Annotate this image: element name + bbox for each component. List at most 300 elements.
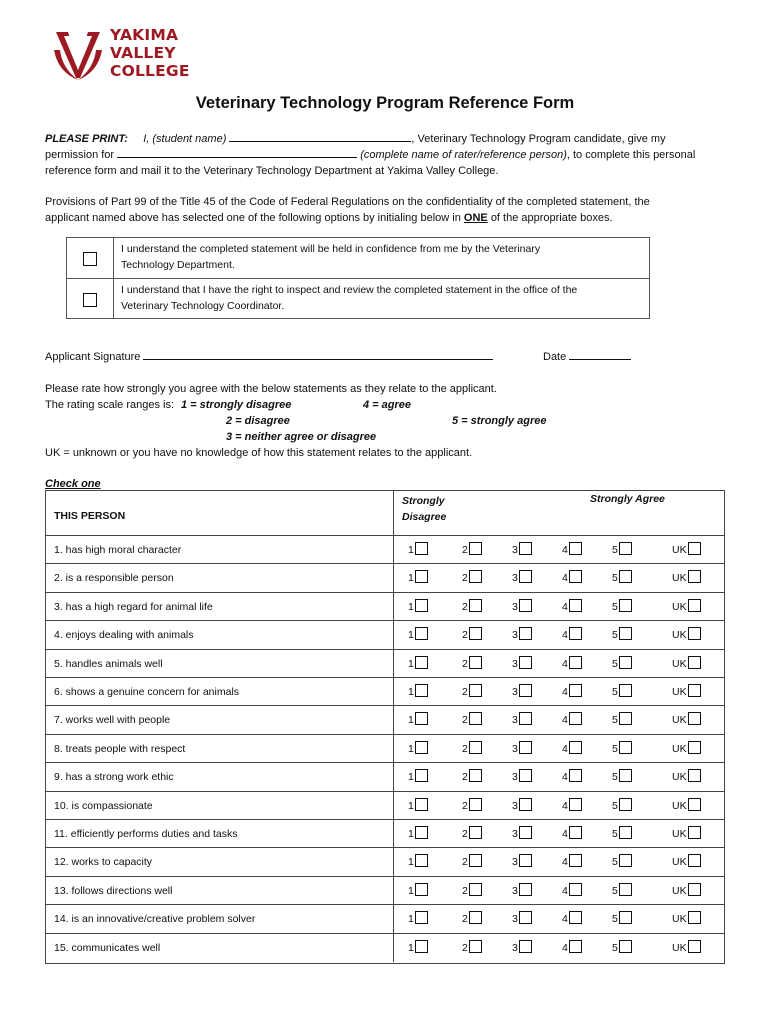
- column-divider: [393, 593, 394, 621]
- rating-checkbox[interactable]: [619, 542, 632, 555]
- rating-option[interactable]: [562, 656, 582, 671]
- rating-option[interactable]: [512, 542, 532, 557]
- rating-option[interactable]: [612, 684, 632, 699]
- please-print-label: PLEASE PRINT:: [45, 133, 128, 145]
- rating-option[interactable]: [408, 599, 428, 614]
- rating-option[interactable]: [462, 883, 482, 898]
- date-label: Date: [543, 351, 567, 363]
- table-row: [46, 904, 724, 933]
- rating-option[interactable]: [462, 542, 482, 557]
- rating-option[interactable]: [612, 741, 632, 756]
- rating-option[interactable]: [562, 826, 582, 841]
- rating-checkbox[interactable]: [469, 826, 482, 839]
- date-field[interactable]: [569, 349, 631, 360]
- rating-checkbox[interactable]: [569, 627, 582, 640]
- option-text: [121, 241, 641, 273]
- rating-value: 3: [512, 544, 518, 556]
- rating-checkbox[interactable]: [569, 798, 582, 811]
- rating-checkbox[interactable]: [469, 656, 482, 669]
- rating-option[interactable]: [462, 570, 482, 585]
- rating-checkbox[interactable]: [619, 627, 632, 640]
- rating-value: 2: [462, 714, 468, 727]
- rating-option[interactable]: [408, 570, 428, 585]
- rating-option[interactable]: [408, 826, 428, 841]
- rating-checkbox[interactable]: [619, 883, 632, 896]
- rating-value: 5: [612, 714, 618, 727]
- rating-checkbox[interactable]: [519, 570, 532, 583]
- rater-name-field[interactable]: [117, 147, 357, 158]
- rating-value: 3: [512, 629, 518, 642]
- rating-option[interactable]: [462, 911, 482, 926]
- signature-label: Applicant Signature: [45, 351, 141, 363]
- table-row: [46, 791, 724, 820]
- rating-value: 1: [408, 742, 414, 755]
- rating-value: 5: [612, 572, 618, 585]
- rating-checkbox[interactable]: [415, 911, 428, 924]
- rating-value: 3: [512, 856, 518, 869]
- rating-option[interactable]: [408, 798, 428, 813]
- rating-value: 2: [462, 884, 468, 897]
- ranges-label: The rating scale ranges is:: [45, 399, 175, 411]
- rating-value: 1: [408, 856, 414, 869]
- rating-option[interactable]: [562, 570, 582, 585]
- rating-option[interactable]: [408, 854, 428, 869]
- rating-option[interactable]: [462, 656, 482, 671]
- column-divider: [393, 735, 394, 763]
- rating-option[interactable]: [672, 741, 701, 756]
- rating-option[interactable]: [612, 599, 632, 614]
- rating-option[interactable]: [612, 712, 632, 727]
- rating-checkbox[interactable]: [519, 599, 532, 612]
- rating-value: 5: [612, 884, 618, 897]
- rating-option[interactable]: [512, 911, 532, 926]
- rating-checkbox[interactable]: [469, 741, 482, 754]
- rating-option[interactable]: [408, 769, 428, 784]
- rating-option[interactable]: [672, 627, 701, 642]
- rating-value: 2: [462, 686, 468, 698]
- rating-value: 4: [562, 572, 568, 585]
- rating-checkbox[interactable]: [469, 769, 482, 782]
- rating-checkbox[interactable]: [688, 883, 701, 896]
- column-divider: [393, 706, 394, 734]
- rating-checkbox[interactable]: [519, 911, 532, 924]
- rating-checkbox[interactable]: [688, 911, 701, 924]
- column-divider: [393, 564, 394, 592]
- rating-option[interactable]: [562, 599, 582, 614]
- rating-value: 4: [562, 828, 568, 840]
- statement-label: 1. has high moral character: [54, 544, 182, 556]
- rating-value: 1: [408, 941, 414, 954]
- scale-3: 3 = neither agree or disagree: [226, 431, 377, 443]
- rating-checkbox[interactable]: [415, 712, 428, 725]
- rating-checkbox[interactable]: [619, 798, 632, 811]
- rating-checkbox[interactable]: [619, 684, 632, 697]
- rating-option[interactable]: [408, 712, 428, 727]
- statement-label: 8. treats people with respect: [54, 742, 186, 755]
- rating-option[interactable]: [512, 798, 532, 813]
- rating-checkbox[interactable]: [569, 599, 582, 612]
- rating-checkbox[interactable]: [469, 883, 482, 896]
- scale-5: 5 = strongly agree: [452, 415, 547, 427]
- rating-checkbox[interactable]: [688, 599, 701, 612]
- rating-checkbox[interactable]: [619, 570, 632, 583]
- rating-value: UK: [672, 544, 687, 556]
- rating-value: 1: [408, 884, 414, 897]
- rating-option[interactable]: [512, 769, 532, 784]
- table-row: [46, 734, 724, 763]
- rating-value: 2: [462, 771, 468, 784]
- rating-value: 2: [462, 941, 468, 954]
- rating-checkbox[interactable]: [415, 940, 428, 953]
- rating-option[interactable]: [408, 542, 428, 557]
- rating-checkbox[interactable]: [469, 940, 482, 953]
- rating-checkbox[interactable]: [415, 542, 428, 555]
- scale-1: 1 = strongly disagree: [181, 399, 292, 411]
- rating-option[interactable]: [672, 712, 701, 727]
- column-divider: [393, 848, 394, 876]
- rating-value: 1: [408, 771, 414, 784]
- rating-value: 2: [462, 742, 468, 755]
- rating-value: 4: [562, 913, 568, 926]
- rating-value: 3: [512, 600, 518, 613]
- rating-option[interactable]: [462, 741, 482, 756]
- rating-checkbox[interactable]: [569, 741, 582, 754]
- rating-option[interactable]: [612, 883, 632, 898]
- rating-checkbox[interactable]: [519, 826, 532, 839]
- rating-option[interactable]: [408, 684, 428, 699]
- rating-option[interactable]: [562, 712, 582, 727]
- rating-value: 4: [562, 742, 568, 755]
- logo-line: COLLEGE: [110, 62, 190, 80]
- rating-option[interactable]: [462, 769, 482, 784]
- rating-value: 5: [612, 544, 618, 556]
- rating-option[interactable]: [612, 798, 632, 813]
- rating-checkbox[interactable]: [415, 599, 428, 612]
- option-text: [121, 282, 641, 314]
- rating-option[interactable]: [462, 940, 482, 955]
- table-row: [46, 847, 724, 876]
- table-row: [46, 876, 724, 905]
- rating-option[interactable]: [512, 684, 532, 699]
- rating-option[interactable]: [672, 656, 701, 671]
- statement-label: 7. works well with people: [54, 714, 171, 727]
- rating-checkbox[interactable]: [569, 712, 582, 725]
- rating-option[interactable]: [612, 570, 632, 585]
- rating-option[interactable]: [562, 741, 582, 756]
- rating-option[interactable]: [562, 627, 582, 642]
- rating-option[interactable]: [408, 627, 428, 642]
- rating-checkbox[interactable]: [469, 684, 482, 697]
- rating-checkbox[interactable]: [469, 911, 482, 924]
- rating-option[interactable]: [672, 769, 701, 784]
- rating-option[interactable]: [512, 656, 532, 671]
- rating-option[interactable]: [672, 826, 701, 841]
- rating-value: UK: [672, 771, 687, 784]
- rating-checkbox[interactable]: [688, 684, 701, 697]
- provisions-text-end: of the appropriate boxes.: [490, 212, 613, 224]
- rating-checkbox[interactable]: [415, 627, 428, 640]
- rating-checkbox[interactable]: [688, 712, 701, 725]
- rating-checkbox[interactable]: [688, 769, 701, 782]
- column-divider: [393, 820, 394, 848]
- rating-value: 1: [408, 714, 414, 727]
- rating-value: 5: [612, 913, 618, 926]
- rating-option[interactable]: [408, 911, 428, 926]
- student-name-label: I, (student name): [143, 133, 227, 145]
- rating-checkbox[interactable]: [415, 854, 428, 867]
- option-checkbox-cell: [67, 279, 114, 319]
- rating-checkbox[interactable]: [415, 798, 428, 811]
- statement-label: 4. enjoys dealing with animals: [54, 629, 194, 642]
- rating-checkbox[interactable]: [619, 712, 632, 725]
- rating-checkbox[interactable]: [519, 627, 532, 640]
- option-checkbox-cell: [67, 238, 114, 278]
- rating-value: 4: [562, 600, 568, 613]
- rating-checkbox[interactable]: [469, 542, 482, 555]
- rating-checkbox[interactable]: [569, 542, 582, 555]
- candidate-text: , Veterinary Technology Program candidate, give my: [411, 133, 666, 145]
- rating-value: 2: [462, 657, 468, 670]
- rating-checkbox[interactable]: [569, 684, 582, 697]
- rating-checkbox[interactable]: [569, 570, 582, 583]
- rating-value: 2: [462, 856, 468, 869]
- rating-option[interactable]: [512, 712, 532, 727]
- rating-checkbox[interactable]: [415, 684, 428, 697]
- rating-option[interactable]: [462, 627, 482, 642]
- statement-label: 5. handles animals well: [54, 657, 163, 670]
- rating-option[interactable]: [512, 883, 532, 898]
- rating-checkbox[interactable]: [619, 940, 632, 953]
- rating-option[interactable]: [612, 542, 632, 557]
- rating-checkbox[interactable]: [619, 656, 632, 669]
- rating-checkbox[interactable]: [469, 712, 482, 725]
- rating-option[interactable]: [562, 542, 582, 557]
- rating-value: 4: [562, 884, 568, 897]
- rating-checkbox[interactable]: [569, 883, 582, 896]
- rating-value: 2: [462, 828, 468, 840]
- table-row: [46, 762, 724, 791]
- rating-checkbox[interactable]: [619, 769, 632, 782]
- rating-value: 2: [462, 799, 468, 812]
- rating-checkbox[interactable]: [569, 940, 582, 953]
- rating-checkbox[interactable]: [469, 798, 482, 811]
- rating-option[interactable]: [562, 684, 582, 699]
- rating-option[interactable]: [512, 826, 532, 841]
- rating-option[interactable]: [408, 741, 428, 756]
- rating-checkbox[interactable]: [519, 712, 532, 725]
- rating-checkbox[interactable]: [415, 656, 428, 669]
- rating-value: 1: [408, 799, 414, 812]
- rating-option[interactable]: [512, 570, 532, 585]
- table-row: [46, 705, 724, 734]
- rating-value: 3: [512, 771, 518, 784]
- option-checkbox[interactable]: [83, 252, 97, 266]
- rating-checkbox[interactable]: [415, 570, 428, 583]
- rating-checkbox[interactable]: [688, 570, 701, 583]
- rating-checkbox[interactable]: [688, 798, 701, 811]
- rating-option[interactable]: [562, 769, 582, 784]
- logo-wordmark: [110, 26, 190, 80]
- rating-option[interactable]: [462, 712, 482, 727]
- rating-checkbox[interactable]: [688, 627, 701, 640]
- statement-label: 13. follows directions well: [54, 884, 173, 897]
- rating-option[interactable]: [672, 940, 701, 955]
- rating-checkbox[interactable]: [569, 769, 582, 782]
- rating-checkbox[interactable]: [519, 769, 532, 782]
- rating-checkbox[interactable]: [569, 826, 582, 839]
- rating-checkbox[interactable]: [519, 741, 532, 754]
- rating-checkbox[interactable]: [688, 656, 701, 669]
- check-one-label: Check one: [45, 478, 101, 490]
- rating-option[interactable]: [562, 940, 582, 955]
- rating-option[interactable]: [462, 684, 482, 699]
- rating-value: 1: [408, 572, 414, 585]
- rating-value: 4: [562, 686, 568, 698]
- scale-4: 4 = agree: [363, 399, 412, 411]
- form-title: Veterinary Technology Program Reference Form: [195, 94, 575, 112]
- rating-checkbox[interactable]: [519, 684, 532, 697]
- rating-value: 1: [408, 600, 414, 613]
- rating-checkbox[interactable]: [469, 627, 482, 640]
- rating-checkbox[interactable]: [619, 599, 632, 612]
- rating-option[interactable]: [462, 798, 482, 813]
- rating-value: 2: [462, 544, 468, 556]
- rating-option[interactable]: [612, 911, 632, 926]
- rating-checkbox[interactable]: [688, 741, 701, 754]
- column-divider: [393, 763, 394, 791]
- rating-checkbox[interactable]: [519, 940, 532, 953]
- statement-label: 3. has a high regard for animal life: [54, 600, 213, 613]
- rating-checkbox[interactable]: [688, 542, 701, 555]
- table-header: [46, 491, 724, 536]
- rating-option[interactable]: [562, 911, 582, 926]
- rating-option[interactable]: [672, 883, 701, 898]
- rating-option[interactable]: [672, 570, 701, 585]
- rating-option[interactable]: [612, 854, 632, 869]
- rating-checkbox[interactable]: [688, 940, 701, 953]
- intro-line-1: [45, 131, 735, 147]
- rating-option[interactable]: [512, 741, 532, 756]
- rating-option[interactable]: [462, 854, 482, 869]
- strongly-agree-header: Strongly Agree: [590, 493, 665, 505]
- rating-option[interactable]: [408, 883, 428, 898]
- rating-option[interactable]: [672, 542, 701, 557]
- rating-checkbox[interactable]: [519, 656, 532, 669]
- rating-option[interactable]: [512, 940, 532, 955]
- rating-value: 1: [408, 828, 414, 840]
- rating-checkbox[interactable]: [619, 854, 632, 867]
- rating-option[interactable]: [672, 911, 701, 926]
- table-row: [46, 563, 724, 592]
- provisions-text: applicant named above has selected one of the following options by initialing below in: [45, 212, 461, 224]
- rating-value: UK: [672, 742, 687, 755]
- rating-value: UK: [672, 714, 687, 727]
- student-name-field[interactable]: [229, 131, 411, 142]
- rating-option[interactable]: [512, 854, 532, 869]
- rating-checkbox[interactable]: [519, 854, 532, 867]
- rating-value: 2: [462, 600, 468, 613]
- rating-checkbox[interactable]: [415, 826, 428, 839]
- rater-hint: (complete name of rater/reference person): [360, 149, 567, 161]
- rating-checkbox[interactable]: [519, 883, 532, 896]
- column-divider: [393, 877, 394, 905]
- rating-value: UK: [672, 686, 687, 698]
- complete-text: , to complete this personal: [566, 149, 696, 161]
- rating-checkbox[interactable]: [469, 570, 482, 583]
- rating-value: 5: [612, 856, 618, 869]
- rating-checkbox[interactable]: [415, 741, 428, 754]
- scale-2: 2 = disagree: [226, 415, 290, 427]
- signature-line: [45, 349, 735, 363]
- rating-option[interactable]: [408, 656, 428, 671]
- rating-option[interactable]: [672, 599, 701, 614]
- rating-option[interactable]: [462, 599, 482, 614]
- rating-value: 2: [462, 572, 468, 585]
- rating-option[interactable]: [462, 826, 482, 841]
- rating-checkbox[interactable]: [569, 911, 582, 924]
- rating-checkbox[interactable]: [569, 656, 582, 669]
- rating-value: 3: [512, 884, 518, 897]
- rating-value: 5: [612, 657, 618, 670]
- rating-checkbox[interactable]: [415, 769, 428, 782]
- rating-value: 5: [612, 771, 618, 784]
- rating-option[interactable]: [408, 940, 428, 955]
- rating-option[interactable]: [612, 656, 632, 671]
- rating-option[interactable]: [562, 883, 582, 898]
- table-row: [46, 933, 724, 962]
- column-divider: [393, 792, 394, 820]
- column-divider: [393, 621, 394, 649]
- rating-option[interactable]: [512, 599, 532, 614]
- rating-value: UK: [672, 856, 687, 869]
- rating-checkbox[interactable]: [415, 883, 428, 896]
- option-row: [67, 278, 649, 319]
- rating-checkbox[interactable]: [469, 599, 482, 612]
- rating-option[interactable]: [672, 684, 701, 699]
- rating-checkbox[interactable]: [519, 542, 532, 555]
- rating-checkbox[interactable]: [619, 741, 632, 754]
- rating-checkbox[interactable]: [519, 798, 532, 811]
- column-divider: [393, 905, 394, 933]
- option-checkbox[interactable]: [83, 293, 97, 307]
- rating-checkbox[interactable]: [688, 826, 701, 839]
- rating-checkbox[interactable]: [619, 911, 632, 924]
- rating-value: 3: [512, 686, 518, 698]
- rating-option[interactable]: [612, 940, 632, 955]
- rating-checkbox[interactable]: [688, 854, 701, 867]
- rating-option[interactable]: [672, 798, 701, 813]
- column-divider: [393, 678, 394, 706]
- rating-option[interactable]: [672, 854, 701, 869]
- rating-option[interactable]: [512, 627, 532, 642]
- signature-field[interactable]: [143, 349, 493, 360]
- rating-value: 3: [512, 941, 518, 954]
- rating-option[interactable]: [612, 826, 632, 841]
- rating-option[interactable]: [562, 798, 582, 813]
- rating-option[interactable]: [612, 769, 632, 784]
- scale-intro: Please rate how strongly you agree with the below statements as they relate to the applicant.: [45, 383, 497, 395]
- rating-value: 3: [512, 657, 518, 670]
- rating-checkbox[interactable]: [569, 854, 582, 867]
- this-person-header: THIS PERSON: [54, 510, 126, 522]
- intro-line-3: reference form and mail it to the Veterinary Technology Department at Yakima Valley College.: [45, 165, 499, 177]
- logo-line: YAKIMA: [110, 26, 179, 44]
- rating-option[interactable]: [562, 854, 582, 869]
- rating-option[interactable]: [612, 627, 632, 642]
- rating-checkbox[interactable]: [619, 826, 632, 839]
- rating-value: 2: [462, 629, 468, 642]
- rating-checkbox[interactable]: [469, 854, 482, 867]
